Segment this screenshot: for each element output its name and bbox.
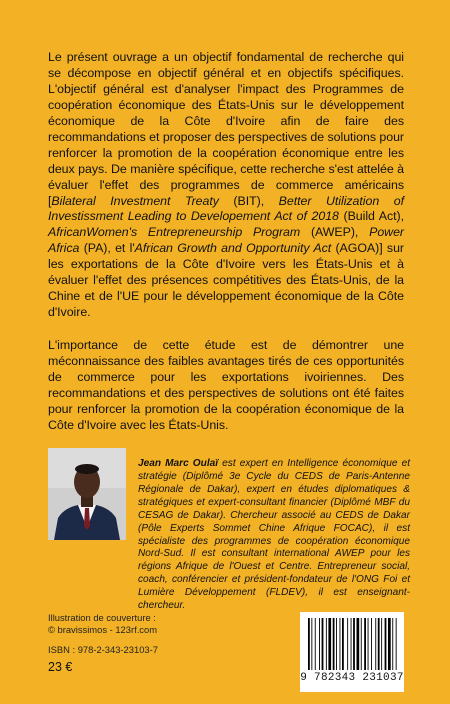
summary-paragraph <box>48 50 404 320</box>
agoa-title: African Growth and Opportunity Act <box>134 241 332 256</box>
summary-text: (Build Act), <box>338 209 405 224</box>
summary-text: (AGOA)] sur les exportations de la Côte d'Ivoire vers les États-Unis et à évaluer l'effet des présences compétitives des États-Unis, de la Chine et de l'UE pour le développement économique de la Côte d'Ivoire. <box>48 241 404 319</box>
barcode-digits: 9 782343 231037 <box>300 672 404 684</box>
credit-line: © bravissimos - 123rf.com <box>48 624 158 635</box>
summary-text: (PA), et l' <box>79 241 135 256</box>
barcode-icon <box>300 612 404 672</box>
author-name: Jean Marc Oulaï <box>138 458 219 470</box>
importance-paragraph: L'importance de cette étude est de démontrer une méconnaissance des faibles avantages tirés de ces opportunités de commerce pour les exportations ivoiriennes. Des recommandations et des perspectives de solutions ont été faites pour renforcer la promotion de la coopération économique de la Côte d'Ivoire avec les États-Unis. <box>48 338 404 432</box>
author-bio-text: est expert en Intelligence économique et stratégie (Diplômé 3e Cycle du CEDS de Paris-Antenne Régionale de Dakar), expert en études diplomatiques & stratégiques et expert-consultant financier (Diplômé MBF du CESAG de Dakar). Chercheur associé au CEDS de Dakar (Pôle Experts Sommet Chine Afrique FOCAC), il est spécialiste des programmes de coopération économique Nord-Sud. Il est consultant international AWEP pour les régions Afrique de l'Ouest et Centre. Entrepreneur social, coach, conférencier et président-fondateur de l'ONG Foi et Lumière Développement (FLDEV), il est enseignant-chercheur. <box>138 458 410 612</box>
summary-text: (AWEP), <box>300 225 370 240</box>
build-act-title: Better Utilization of Investissment Leading to Developement Act of 2018 <box>48 193 404 224</box>
bit-title: Bilateral Investment Treaty <box>51 193 219 208</box>
isbn-label: ISBN : 978-2-343-23103-7 <box>48 644 158 655</box>
summary-text: Le présent ouvrage a un objectif fondamental de recherche qui se décompose en objectif général et en objectifs spécifiques. L'objectif général est d'analyser l'impact des Programmes de coopération économique des États-Unis sur le développement économique de la Côte d'Ivoire afin de faire des recommandations et proposer des perspectives de solutions pour renforcer la promotion de la coopération économique entre les deux pays. De manière spécifique, cette recherche s'est attelée à évaluer l'effet des programmes de commerce américains [ <box>48 50 404 208</box>
power-africa-title: Power Africa <box>48 225 404 256</box>
awep-title: AfricanWomen's Entrepreneurship Program <box>48 225 301 240</box>
summary-text: (BIT), <box>218 193 279 208</box>
author-portrait-icon <box>48 448 126 540</box>
price-label: 23 € <box>48 660 73 674</box>
barcode <box>300 612 404 692</box>
credit-line: Illustration de couverture : <box>48 612 156 623</box>
illustration-credit <box>48 612 157 636</box>
author-bio <box>138 458 410 613</box>
author-photo <box>48 448 126 540</box>
